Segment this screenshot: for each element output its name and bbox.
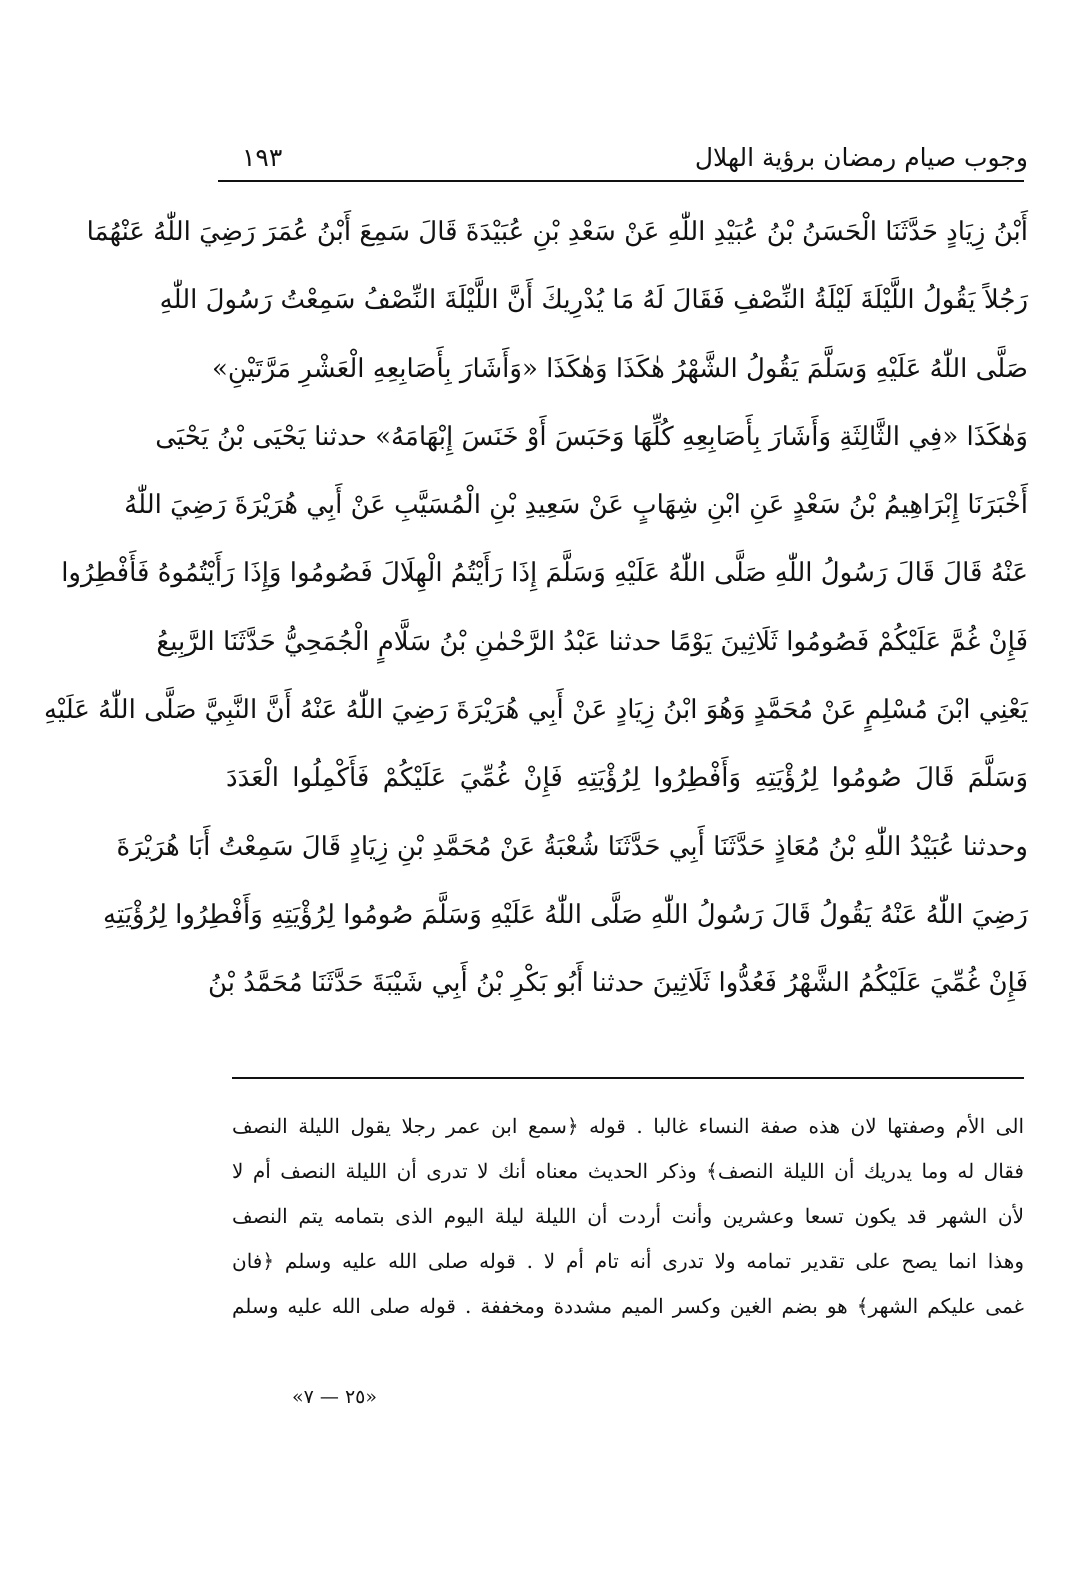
commentary-divider	[232, 1077, 1024, 1079]
main-text-line: وَهٰكَذَا «فِي الثَّالِثَةِ وَأَشَارَ بِأَصَابِعِهِ كُلِّهَا وَحَبَسَ أَوْ خَنَسَ إِبْهَامَهُ» حدثنا يَحْيَى بْنُ يَحْيَى	[155, 421, 1028, 452]
commentary-line: غمى عليكم الشهر﴾ هو بضم الغين وكسر الميم مشددة ومخففة . قوله صلى الله عليه وسلم	[232, 1294, 1024, 1318]
commentary-line: لأن الشهر قد يكون تسعا وعشرين وأنت أردت أن الليلة ليلة اليوم الذى بتمامه يتم النصف	[232, 1204, 1025, 1228]
main-text-line: رَضِيَ اللّٰهُ عَنْهُ يَقُولُ قَالَ رَسُولُ اللّٰهِ صَلَّى اللّٰهُ عَلَيْهِ وَسَلَّمَ صُومُوا لِرُؤْيَتِهِ وَأَفْطِرُوا لِرُؤْيَتِهِ	[103, 899, 1028, 930]
printer-signature-mark: «٢٥ — ٧»	[292, 1386, 377, 1408]
main-text-line: وحدثنا عُبَيْدُ اللّٰهِ بْنُ مُعَاذٍ حَدَّثَنَا أَبِي حَدَّثَنَا شُعْبَةُ عَنْ مُحَمَّدِ بْنِ زِيَادٍ قَالَ سَمِعْتُ أَبَا هُرَيْرَةَ	[116, 831, 1028, 862]
main-text-line: وَسَلَّمَ قَالَ صُومُوا لِرُؤْيَتِهِ وَأَفْطِرُوا لِرُؤْيَتِهِ فَإِنْ غُمِّيَ عَلَيْكُمْ فَأَكْمِلُوا الْعَدَدَ	[226, 763, 1028, 794]
main-text-line: صَلَّى اللّٰهُ عَلَيْهِ وَسَلَّمَ يَقُولُ الشَّهْرُ هٰكَذَا وَهٰكَذَا «وَأَشَارَ بِأَصَابِعِهِ الْعَشْرِ مَرَّتَيْنِ»	[211, 353, 1028, 384]
header-divider	[218, 180, 1024, 182]
main-text-line: رَجُلاً يَقُولُ اللَّيْلَةَ لَيْلَةُ النِّصْفِ فَقَالَ لَهُ مَا يُدْرِيكَ أَنَّ اللَّيْلَةَ النِّصْفُ سَمِعْتُ رَسُولَ اللّٰهِ	[159, 285, 1028, 316]
main-text-line: يَعْنِي ابْنَ مُسْلِمٍ عَنْ مُحَمَّدٍ وَهُوَ ابْنُ زِيَادٍ عَنْ أَبِي هُرَيْرَةَ رَضِيَ اللّٰهُ عَنْهُ أَنَّ النَّبِيَّ صَلَّى اللّٰهُ عَلَيْهِ	[43, 695, 1028, 726]
page-header	[218, 140, 1028, 176]
main-text-line: أَبْنُ زِيَادٍ حَدَّثَنَا الْحَسَنُ بْنُ عُبَيْدِ اللّٰهِ عَنْ سَعْدِ بْنِ عُبَيْدَةَ قَالَ سَمِعَ أَبْنُ عُمَرَ رَضِيَ اللّٰهُ عَنْهُمَا	[86, 217, 1028, 247]
commentary-block	[232, 1104, 1024, 1329]
main-text-line: فَإِنْ غُمَّ عَلَيْكُمْ فَصُومُوا ثَلَاثِينَ يَوْمًا حدثنا عَبْدُ الرَّحْمٰنِ بْنُ سَلَّامٍ الْجُمَحِيُّ حَدَّثَنَا الرَّبِيعُ	[156, 626, 1028, 657]
commentary-line: الى الأم وصفتها لان هذه صفة النساء غالبا . قوله ﴿سمع ابن عمر رجلا يقول الليلة النصف	[232, 1114, 1024, 1138]
page-number: ١٩٣	[242, 143, 283, 172]
hadith-text-block	[43, 198, 1028, 1018]
main-text-line: أَخْبَرَنَا إِبْرَاهِيمُ بْنُ سَعْدٍ عَنِ ابْنِ شِهَابٍ عَنْ سَعِيدِ بْنِ الْمُسَيَّبِ عَنْ أَبِي هُرَيْرَةَ رَضِيَ اللّٰهُ	[124, 490, 1028, 521]
commentary-line: فقال له وما يدريك أن الليلة النصف﴾ وذكر الحديث معناه أنك لا تدرى أن الليلة النصف أم لا	[232, 1159, 1024, 1183]
commentary-line: وهذا انما يصح على تقدير تمامه ولا تدرى أنه تام أم لا . قوله صلى الله عليه وسلم ﴿فان	[232, 1249, 1024, 1273]
running-title: وجوب صيام رمضان برؤية الهلال	[694, 143, 1028, 172]
main-text-line: فَإِنْ غُمِّيَ عَلَيْكُمُ الشَّهْرُ فَعُدُّوا ثَلَاثِينَ حدثنا أَبُو بَكْرِ بْنُ أَبِي شَيْبَةَ حَدَّثَنَا مُحَمَّدُ بْنُ	[207, 968, 1028, 999]
main-text-line: عَنْهُ قَالَ قَالَ رَسُولُ اللّٰهِ صَلَّى اللّٰهُ عَلَيْهِ وَسَلَّمَ إِذَا رَأَيْتُمُ الْهِلَالَ فَصُومُوا وَإِذَا رَأَيْتُمُوهُ فَأَفْطِرُوا	[61, 558, 1028, 589]
